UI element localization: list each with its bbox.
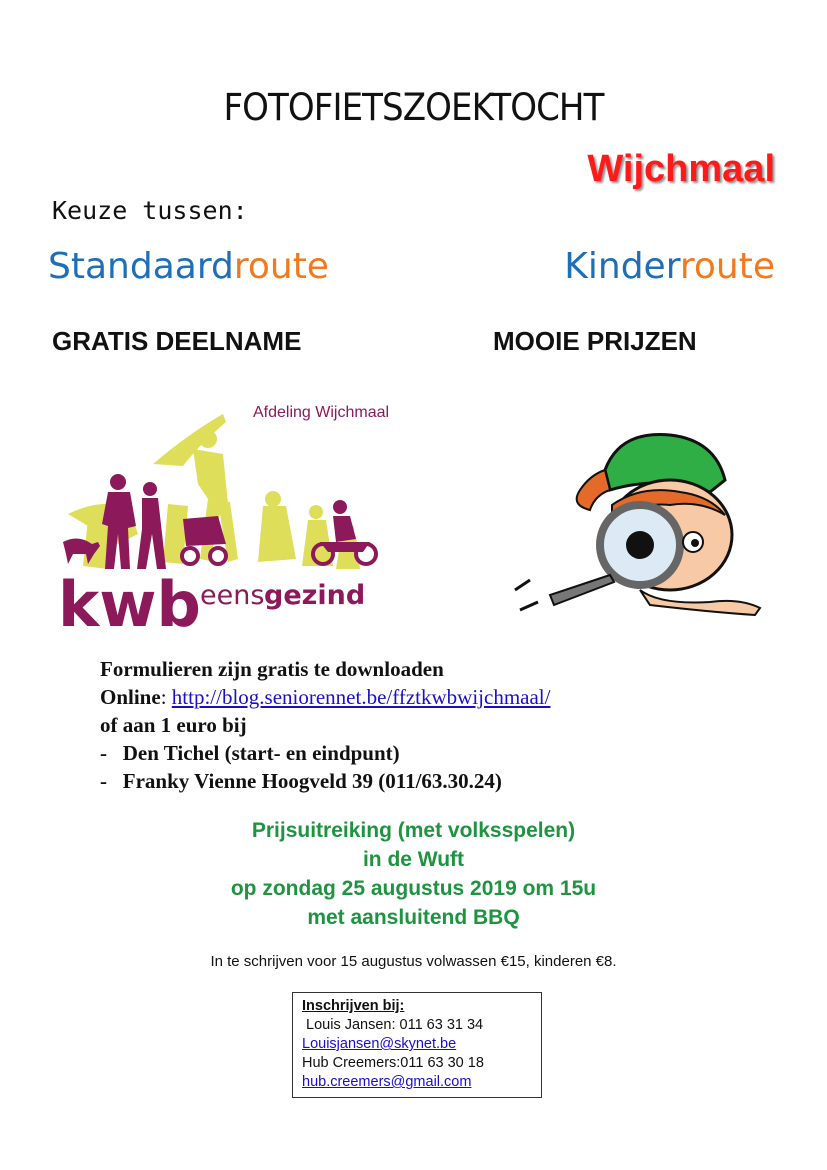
award-line-3: op zondag 25 augustus 2019 om 15u [230,877,597,900]
download-line: Formulieren zijn gratis te downloaden [100,657,444,681]
kids-route [564,246,775,287]
award-line-2: in de Wuft [362,848,465,871]
online-line [100,683,550,711]
price-line: of aan 1 euro bij [100,713,247,737]
contact-header: Inschrijven bij: [302,998,405,1014]
nice-prizes: MOOIE PRIJZEN [493,326,697,356]
bullet-franky-vienne: - Franky Vienne Hoogveld 39 (011/63.30.24) [100,769,502,793]
email-louis-link[interactable]: Louisjansen@skynet.be [302,1036,457,1052]
place-name: Wijchmaal [587,148,775,190]
kids-route-part2: route [679,246,775,287]
kwb-logo [58,394,410,634]
online-label: Online [100,685,161,709]
detective-magnifier-icon [510,430,770,620]
email-hub-link[interactable]: hub.creemers@gmail.com [302,1074,472,1090]
contact-hub: Hub Creemers:011 63 30 18 [302,1055,484,1071]
choice-label: Keuze tussen: [52,196,248,225]
kwb-wordmark: kwb [58,568,201,634]
download-link[interactable]: http://blog.seniorennet.be/ffztkwbwijchmaal/ [171,685,551,709]
bullet-den-tichel: - Den Tichel (start- en eindpunt) [100,741,400,765]
eens-wordmark: eens [200,580,265,611]
online-separator: : [160,685,172,709]
award-line-1: Prijsuitreiking (met volksspelen) [251,819,576,842]
free-participation: GRATIS DEELNAME [52,326,302,356]
kids-route-part1: Kinder [564,246,680,287]
standard-route-part2: route [233,246,329,287]
department-label: Afdeling Wijchmaal [253,404,390,421]
gezind-wordmark: gezind [264,580,366,611]
award-line-4: met aansluitend BBQ [307,906,520,929]
info-block [100,655,550,795]
registration-fee: In te schrijven voor 15 augustus volwassen €15, kinderen €8. [210,953,617,970]
contact-box [292,992,542,1098]
page-title: FOTOFIETSZOEKTOCHT [223,86,604,129]
standard-route [48,246,329,287]
award-block [0,816,827,932]
contact-louis: Louis Jansen: 011 63 31 34 [302,1017,484,1033]
standard-route-part1: Standaard [48,246,234,287]
